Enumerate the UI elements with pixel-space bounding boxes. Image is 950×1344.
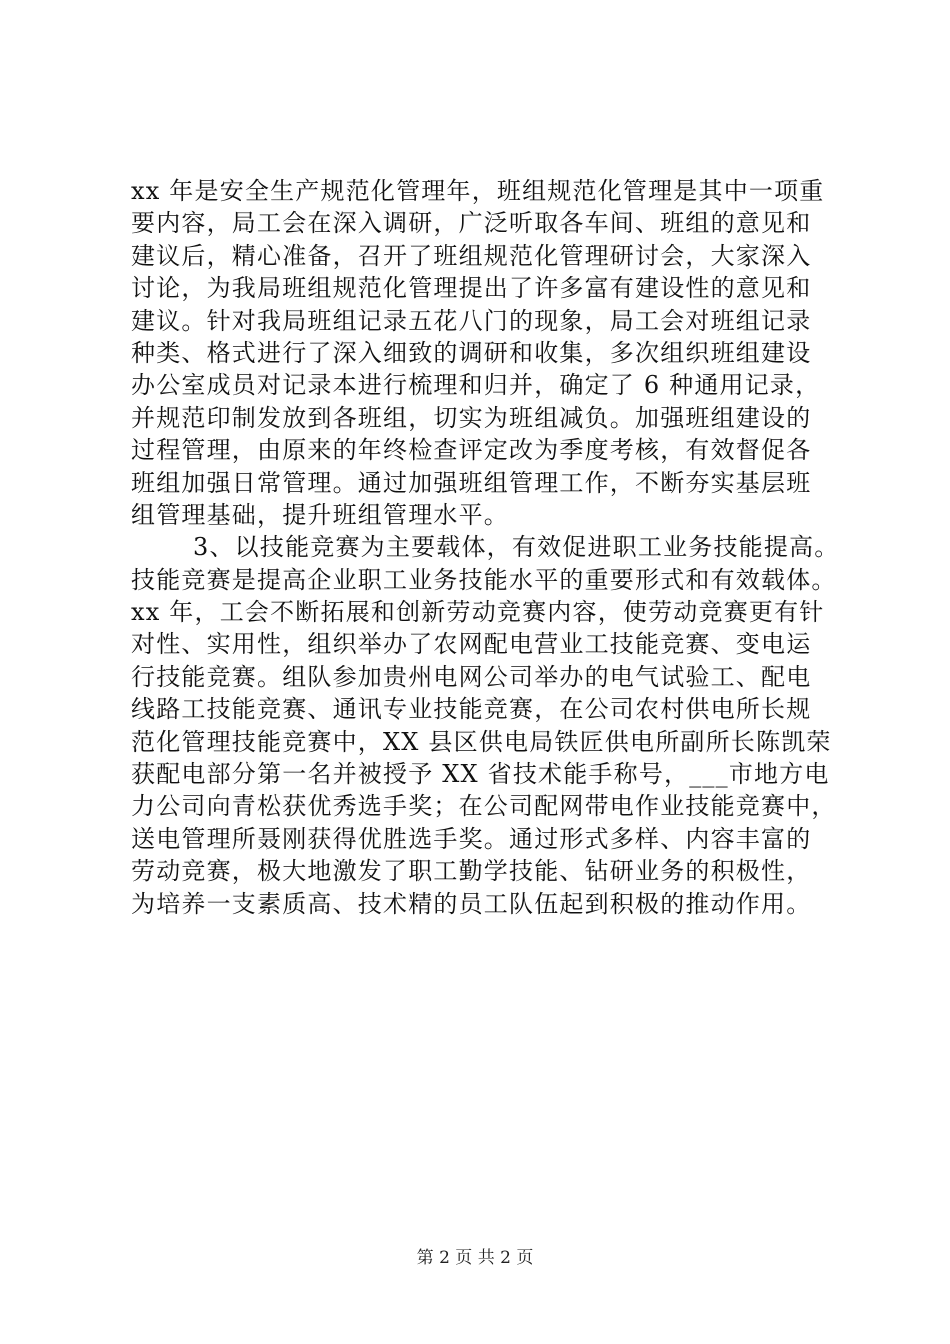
text-line: 过程管理，由原来的年终检查评定改为季度考核，有效督促各 — [131, 436, 812, 465]
text-line: 获配电部分第一名并被授予 XX 省技术能手称号，___市地方电 — [131, 760, 830, 789]
text-line: 组管理基础，提升班组管理水平。 — [131, 500, 509, 529]
text-line: 劳动竞赛，极大地激发了职工勤学技能、钻研业务的积极性， — [131, 857, 812, 886]
text-line: 种类、格式进行了深入细致的调研和收集，多次组织班组建设 — [131, 338, 812, 367]
text-line: 要内容，局工会在深入调研，广泛听取各车间、班组的意见和 — [131, 209, 812, 238]
text-line: xx 年，工会不断拓展和创新劳动竞赛内容，使劳动竞赛更有针 — [131, 598, 825, 627]
text-line: 范化管理技能竞赛中，XX 县区供电局铁匠供电所副所长陈凯荣 — [131, 727, 832, 756]
text-line: 班组加强日常管理。通过加强班组管理工作，不断夯实基层班 — [131, 468, 812, 497]
text-line: 讨论，为我局班组规范化管理提出了许多富有建设性的意见和 — [131, 274, 812, 303]
page-footer: 第 2 页 共 2 页 — [416, 1248, 534, 1268]
text-line: 并规范印制发放到各班组，切实为班组减负。加强班组建设的 — [131, 403, 812, 432]
text-line: xx 年是安全生产规范化管理年，班组规范化管理是其中一项重 — [131, 177, 825, 205]
text-line: 力公司向青松获优秀选手奖；在公司配网带电作业技能竞赛中， — [131, 792, 837, 821]
text-line: 办公室成员对记录本进行梳理和归并，确定了 6 种通用记录， — [131, 371, 821, 400]
text-line: 建议后，精心准备，召开了班组规范化管理研讨会，大家深入 — [131, 241, 812, 270]
text-line: 对性、实用性，组织举办了农网配电营业工技能竞赛、变电运 — [131, 630, 812, 659]
text-line: 为培养一支素质高、技术精的员工队伍起到积极的推动作用。 — [131, 889, 812, 918]
text-line: 线路工技能竞赛、通讯专业技能竞赛，在公司农村供电所长规 — [131, 695, 812, 724]
section-heading: 3、以技能竞赛为主要载体，有效促进职工业务技能提高。 — [193, 533, 840, 562]
text-line: 建议。针对我局班组记录五花八门的现象，局工会对班组记录 — [131, 306, 812, 335]
text-line: 送电管理所聂刚获得优胜选手奖。通过形式多样、内容丰富的 — [131, 824, 812, 853]
text-line: 行技能竞赛。组队参加贵州电网公司举办的电气试验工、配电 — [131, 662, 812, 691]
text-line: 技能竞赛是提高企业职工业务技能水平的重要形式和有效载体。 — [131, 565, 837, 594]
body-text — [131, 175, 851, 920]
